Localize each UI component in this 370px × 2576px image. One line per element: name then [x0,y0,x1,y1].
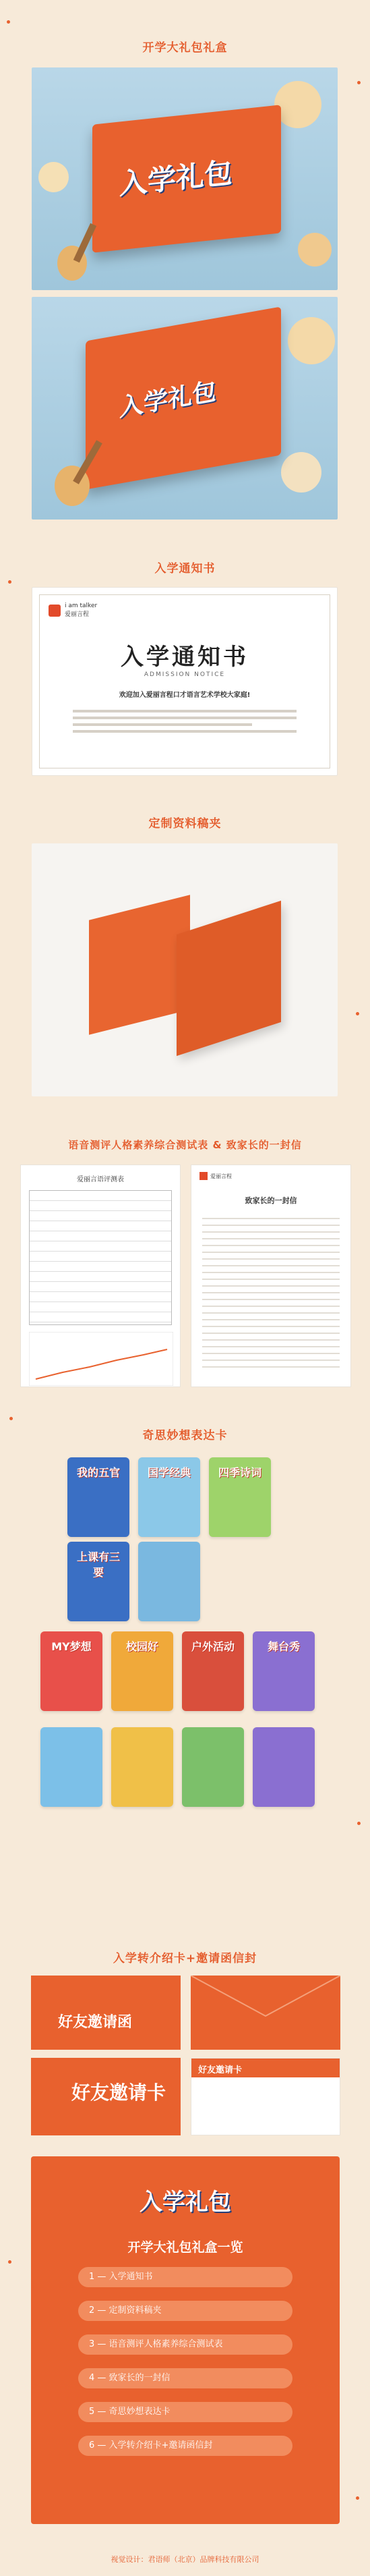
overview-item: 6 — 入学转介绍卡+邀请函信封 [78,2436,292,2456]
section-title-notice: 入学通知书 [154,562,216,576]
expression-card-label: 国学经典 [147,1466,191,1479]
gift-box-photo-2 [32,297,338,520]
section-title-referral: 入学转介绍卡+邀请函信封 [113,1952,257,1965]
expression-card [182,1631,244,1711]
section-title-folder: 定制资料稿夹 [148,817,222,831]
section-title-gift-box: 开学大礼包礼盒 [142,41,228,55]
ukulele-icon [45,432,119,513]
brand-cn: 爱丽言程 [65,611,90,618]
folder-photo [32,843,338,1096]
expression-card [67,1457,129,1537]
letter-title: 致家长的一封信 [245,1196,297,1205]
expression-card-label: 户外活动 [191,1640,235,1653]
ukulele-icon [52,216,113,283]
overview-item: 3 — 语音测评人格素养综合测试表 [78,2334,292,2355]
overview-item: 1 — 入学通知书 [78,2267,292,2287]
expression-card [138,1542,200,1621]
notice-greeting: 欢迎加入爱丽言程口才语言艺术学校大家庭! [119,692,251,699]
expression-card-label: 上课有三要 [76,1550,120,1579]
folder-closed [177,901,281,1056]
expression-card [111,1727,173,1807]
decor-ball [274,81,321,128]
notice-subtitle: ADMISSION NOTICE [144,671,226,678]
expression-card-label: MY梦想 [51,1640,92,1653]
test-sheet-title: 爱丽言语评测表 [77,1176,124,1183]
brand-icon [49,605,61,617]
admission-notice [32,587,338,776]
envelope-back [191,1976,340,2050]
brand-en: i am talker [65,603,98,609]
expression-card [40,1727,102,1807]
expression-card [253,1631,315,1711]
folder-open [89,895,190,1034]
expression-card [67,1542,129,1621]
expression-card-label: 我的五官 [76,1466,120,1479]
decor-ball [288,317,335,364]
test-line-chart [29,1332,173,1386]
section-title-cards: 奇思妙想表达卡 [142,1429,228,1443]
decor-ball [298,233,332,267]
letter-body [202,1212,340,1373]
expression-card-label: 四季诗词 [218,1466,261,1479]
expression-card [253,1727,315,1807]
brand-cn: 爱丽言程 [210,1173,232,1179]
gift-box-photo-1 [32,67,338,290]
footer-credit: 视觉设计：君语师（北京）品牌科技有限公司 [111,2555,259,2564]
gift-box-label: 入学礼包 [119,377,217,422]
referral-card-back [191,2058,340,2135]
parent-letter [191,1165,351,1387]
invitation-envelope [31,1976,181,2050]
expression-card-label: 校园好 [125,1640,158,1653]
overview-item: 4 — 致家长的一封信 [78,2368,292,2388]
notice-body [73,706,297,737]
overview-item: 5 — 奇思妙想表达卡 [78,2402,292,2422]
expression-card [40,1631,102,1711]
overview-item: 2 — 定制资料稿夹 [78,2301,292,2321]
expression-card [138,1457,200,1537]
expression-card-label: 舞台秀 [267,1640,300,1653]
referral-card-label: 好友邀请卡 [71,2081,166,2104]
brand-icon [199,1172,208,1180]
expression-card [111,1631,173,1711]
referral-card-back-label: 好友邀请卡 [198,2065,243,2075]
test-sheet [20,1165,181,1387]
expression-card [209,1457,271,1537]
overview-title: 开学大礼包礼盒一览 [127,2240,243,2255]
notice-title: 入学通知书 [121,644,249,671]
overview-logo: 入学礼包 [140,2189,231,2216]
gift-box [92,105,281,252]
letter-logo [199,1172,232,1180]
section-title-test-letter: 语音测评人格素养综合测试表 & 致家长的一封信 [68,1139,302,1151]
gift-box-label: 入学礼包 [119,155,233,201]
expression-card [182,1727,244,1807]
envelope-flap-icon [191,1976,340,2050]
decor-ball [281,452,321,493]
notice-logo [49,603,97,618]
test-table [29,1190,172,1325]
notice-border [39,594,330,768]
invitation-label: 好友邀请函 [58,2014,133,2031]
referral-card-front [31,2058,181,2135]
decor-ball [38,162,69,192]
